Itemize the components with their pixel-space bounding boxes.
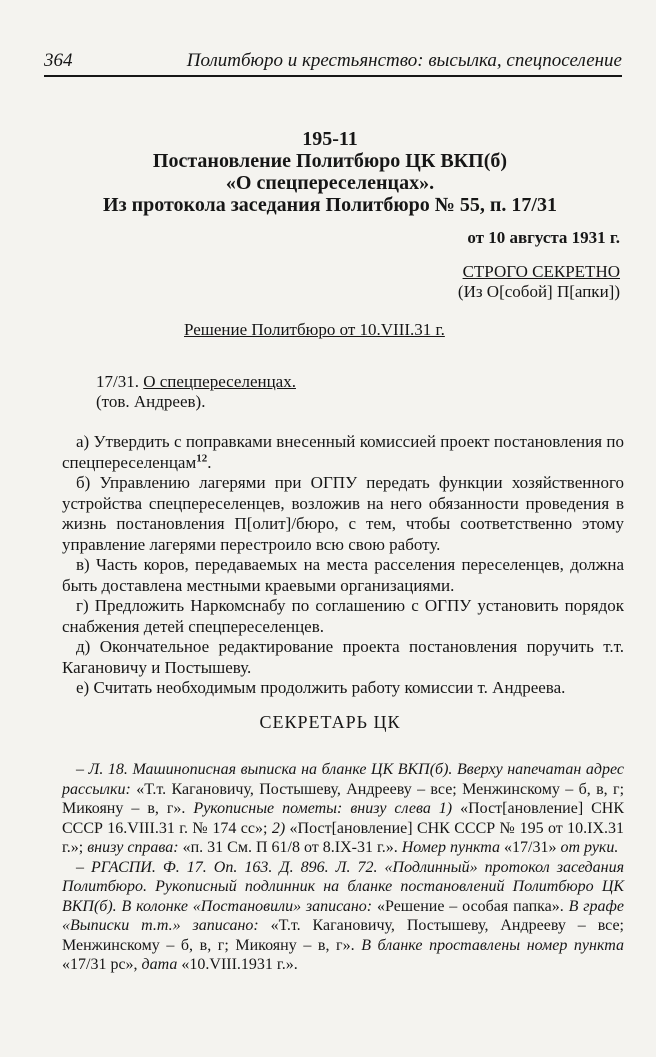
signature: СЕКРЕТАРЬ ЦК	[259, 712, 401, 732]
running-title: Политбюро и крестьянство: высылка, спецпоселение	[186, 50, 622, 71]
header-rule	[44, 75, 622, 77]
running-header	[44, 50, 622, 80]
paragraph-g: г) Предложить Наркомснабу по соглашению с ОГПУ установить порядок снабжения детей спецпереселенцев.	[62, 596, 624, 636]
special-folder: (Из О[собой] П[апки])	[457, 282, 620, 301]
document-title-line3: Из протокола заседания Политбюро № 55, п. 17/31	[103, 194, 557, 216]
item-number: 17/31.	[96, 372, 144, 391]
paragraph-d: д) Окончательное редактирование проекта постановления поручить т.т. Кагановичу и Постышеву.	[62, 637, 624, 677]
note-2: – РГАСПИ. Ф. 17. Оп. 163. Д. 896. Л. 72. «Подлинный» протокол заседания Политбюро. Рукописный подлинник на бланке постановлений Политбюро ЦК ВКП(б). В колонке «Постановили» записано: «Решение – особая папка». В графе «Выписки т.т.» записано: «Т.т. Кагановичу, Постышеву, Андрееву – все; Менжинскому – б, в, г; Микояну – в, г». В бланке проставлены номер пункта «17/31 рс», дата «10.VIII.1931 г.».	[62, 858, 625, 973]
paragraph-b: б) Управлению лагерями при ОГПУ передать функции хозяйственного устройства спецпереселенцев, возложив на него обязанности проведения в жизнь постановления П[олит]/бюро, с тем, чтобы соответственно этому управление лагерями перестроило всю свою работу.	[62, 473, 624, 554]
paragraph-v: в) Часть коров, передаваемых на места расселения переселенцев, должна быть доставлена местными краевыми организациями.	[62, 555, 624, 595]
page-number: 364	[44, 50, 73, 71]
footnote-mark: 12	[196, 451, 208, 464]
document-date: от 10 августа 1931 г.	[467, 228, 620, 247]
agenda-item	[96, 372, 296, 392]
document-title-line1: Постановление Политбюро ЦК ВКП(б)	[152, 150, 508, 172]
decision-reference: Решение Политбюро от 10.VIII.31 г.	[184, 320, 445, 339]
document-title-line2: «О спецпереселенцах».	[225, 172, 435, 194]
document-number: 195-11	[302, 128, 358, 150]
resolution-body	[62, 432, 624, 699]
item-speaker: (тов. Андреев).	[96, 392, 206, 411]
archival-notes	[62, 760, 624, 975]
item-title: О спецпереселенцах.	[143, 372, 296, 391]
secrecy-stamp: СТРОГО СЕКРЕТНО	[462, 262, 620, 281]
paragraph-e: е) Считать необходимым продолжить работу комиссии т. Андреева.	[76, 678, 566, 697]
paragraph-a: а) Утвердить с поправками внесенный комиссией проект постановления по спецпереселенцам$^{12}$.	[62, 432, 624, 472]
note-1: – Л. 18. Машинописная выписка на бланке ЦК ВКП(б). Вверху напечатан адрес рассылки: «Т.т. Кагановичу, Постышеву, Андрееву – все; Менжинскому – б, в, г; Микояну – в, г». Рукописные пометы: внизу слева 1) «Пост[ановление] СНК СССР 16.VIII.31 г. № 174 сс»; 2) «Пост[ановление] СНК СССР № 195 от 10.IX.31 г.»; внизу справа: «п. 31 См. П 61/8 от 8.IX-31 г.». Номер пункта «17/31» от руки.	[62, 761, 625, 856]
